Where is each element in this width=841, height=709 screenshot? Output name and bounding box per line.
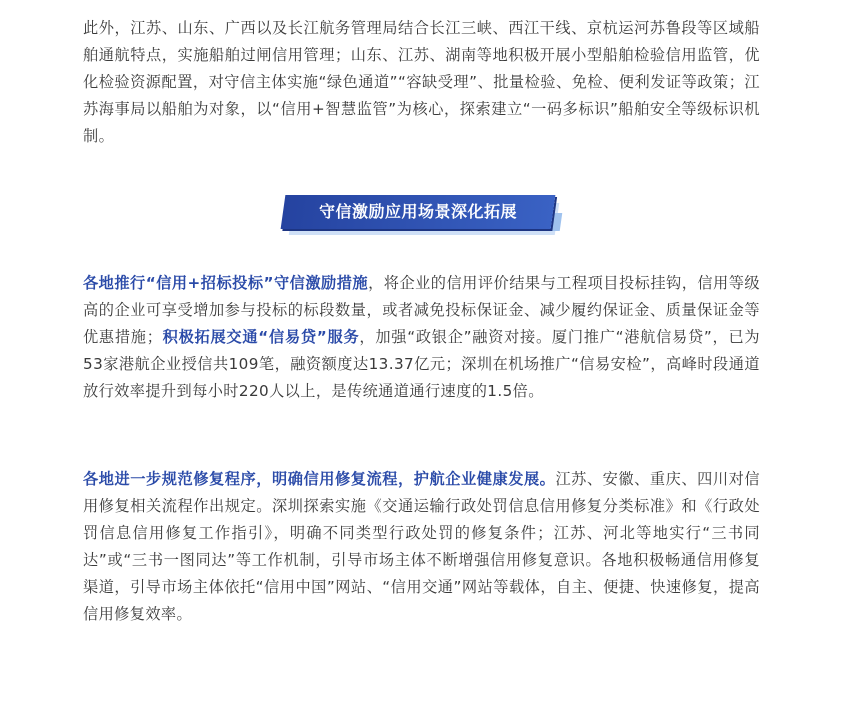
paragraph-2-text-a: ，将企业的信用评价结果与工程项目投标挂钩，信用等级高的企业可享受增加参与投标的标段数量，或者减免投标保证金、减少履约保证金、质量保证金等优惠措施； — [83, 274, 761, 346]
paragraph-2-lead: 各地推行“信用+招标投标”守信激励措施 — [83, 274, 369, 292]
paragraph-3-text: 江苏、安徽、重庆、四川对信用修复相关流程作出规定。深圳探索实施《交通运输行政处罚信息信用修复分类标准》和《行政处罚信息信用修复工作指引》，明确不同类型行政处罚的修复条件；江苏、河北等地实行“三书同达”或“三书一图同达”等工作机制，引导市场主体不断增强信用修复意识。各地积极畅通信用修复渠道，引导市场主体依托“信用中国”网站、“信用交通”网站等载体，自主、便捷、快速修复，提高信用修复效率。 — [83, 470, 760, 623]
paragraph-2-text-b: ，加强“政银企”融资对接。厦门推广“港航信易贷”，已为53家港航企业授信共109笔，融资额度达13.37亿元；深圳在机场推广“信易安检”，高峰时段通道放行效率提升到每小时220人以上，是传统通道通行速度的1.5倍。 — [83, 328, 760, 400]
paragraph-incentive-measures — [83, 270, 760, 405]
paragraph-credit-repair — [83, 466, 760, 628]
paragraph-1-text: 此外，江苏、山东、广西以及长江航务管理局结合长江三峡、西江干线、京杭运河苏鲁段等区域船舶通航特点，实施船舶过闸信用管理；山东、江苏、湖南等地积极开展小型船舶检验信用监管，优化检验资源配置，对守信主体实施“绿色通道”“容缺受理”、批量检验、免检、便利发证等政策；江苏海事局以船舶为对象，以“信用+智慧监管”为核心，探索建立“一码多标识”船舶安全等级标识机制。 — [83, 19, 760, 145]
paragraph-2-emphasis: 积极拓展交通“信易贷”服务 — [162, 328, 360, 346]
paragraph-credit-management — [83, 15, 760, 150]
section-heading-text: 守信激励应用场景深化拓展 — [318, 202, 517, 221]
section-heading-banner — [283, 195, 561, 235]
paragraph-3-lead: 各地进一步规范修复程序，明确信用修复流程，护航企业健康发展。 — [83, 470, 556, 488]
